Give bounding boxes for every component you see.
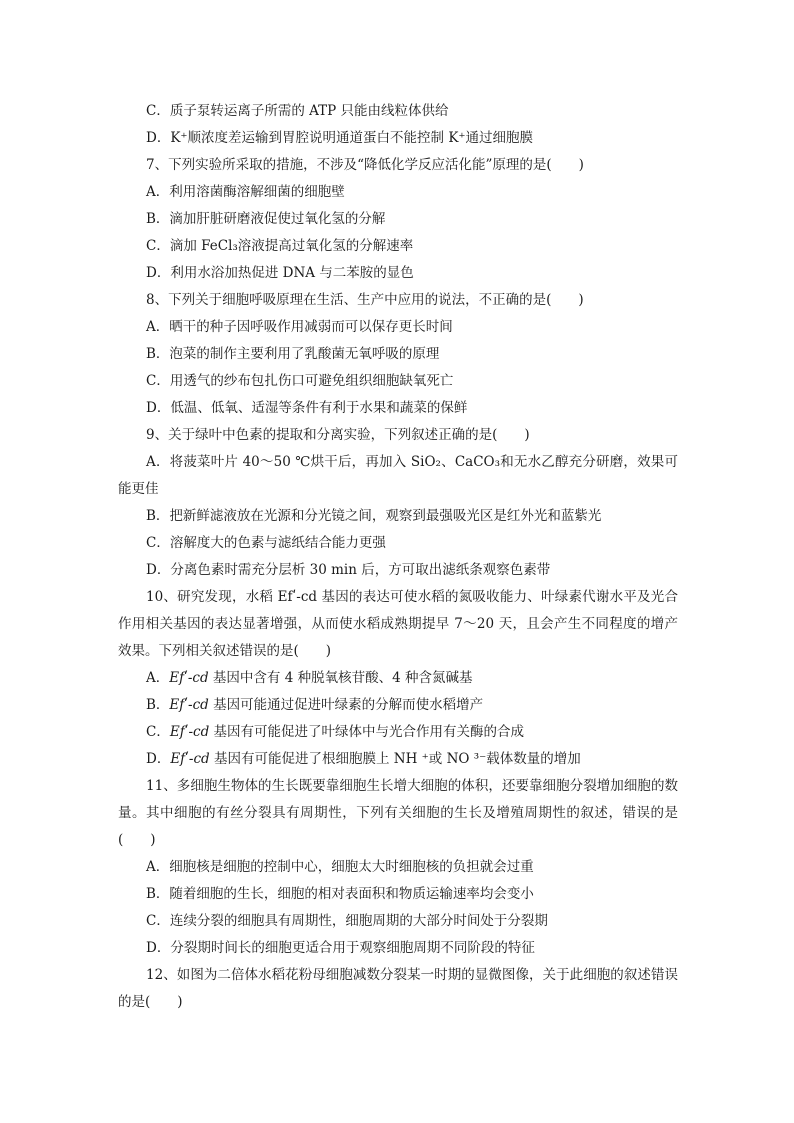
- gene-name: Efʹ-cd: [169, 697, 209, 713]
- option-text: 基因中含有 4 种脱氧核苷酸、4 种含氮碱基: [208, 670, 473, 686]
- option-c-prev: C．质子泵转运离子所需的 ATP 只能由线粒体供给: [146, 103, 449, 119]
- question-7-option-d: D．利用水浴加热促进 DNA 与二苯胺的显色: [146, 265, 414, 281]
- option-text: 基因有可能促进了叶绿体中与光合作用有关酶的合成: [209, 724, 525, 740]
- gene-name: Efʹ-cd: [169, 670, 209, 686]
- option-label: D．: [146, 751, 171, 767]
- question-9-option-d: D．分离色素时需充分层析 30 min 后，方可取出滤纸条观察色素带: [146, 562, 551, 578]
- question-11-stem: 11、多细胞生物体的生长既要靠细胞生长增大细胞的体积，还要靠细胞分裂增加细胞的数量。其中细胞的有丝分裂具有周期性，下列有关细胞的生长及增殖周期性的叙述，错误的是( ): [118, 778, 678, 848]
- question-9-option-c: C．溶解度大的色素与滤纸结合能力更强: [146, 535, 386, 551]
- option-label: A．: [146, 670, 170, 686]
- question-10-option-a: [118, 665, 678, 692]
- question-11-option-a: A．细胞核是细胞的控制中心，细胞太大时细胞核的负担就会过重: [146, 859, 534, 875]
- question-10-option-b: [118, 692, 678, 719]
- question-9-option-a: A．将菠菜叶片 40～50 ℃烘干后，再加入 SiO₂、CaCO₃和无水乙醇充分研磨，效果可能更佳: [118, 454, 678, 497]
- question-10-stem: 10、研究发现，水稻 Efʹ-cd 基因的表达可使水稻的氮吸收能力、叶绿素代谢水平及光合作用相关基因的表达显著增强，从而使水稻成熟期提早 7～20 天，且会产生不同程度的增产效果。下列相关叙述错误的是( ): [118, 589, 678, 659]
- question-8-option-a: A．晒干的种子因呼吸作用减弱而可以保存更长时间: [146, 319, 453, 335]
- option-text: 基因有可能促进了根细胞膜上 NH ⁺或 NO ³⁻载体数量的增加: [209, 751, 581, 767]
- gene-name: Efʹ-cd: [169, 724, 210, 740]
- question-7-option-c: C．滴加 FeCl₃溶液提高过氧化氢的分解速率: [146, 238, 414, 254]
- gene-name: Efʹ-cd: [170, 751, 210, 767]
- question-10-option-d: [118, 746, 678, 773]
- question-9-option-b: B．把新鲜滤液放在光源和分光镜之间，观察到最强吸光区是红外光和蓝紫光: [146, 508, 602, 524]
- question-8-option-c: C．用透气的纱布包扎伤口可避免组织细胞缺氧死亡: [146, 373, 454, 389]
- question-8-option-d: D．低温、低氧、适湿等条件有利于水果和蔬菜的保鲜: [146, 400, 468, 416]
- question-content: [118, 98, 678, 1016]
- option-label: B．: [146, 697, 170, 713]
- question-11-option-d: D．分裂期时间长的细胞更适合用于观察细胞周期不同阶段的特征: [146, 940, 535, 956]
- question-12-stem: 12、如图为二倍体水稻花粉母细胞减数分裂某一时期的显微图像，关于此细胞的叙述错误的是( ): [118, 967, 678, 1010]
- question-10-option-c: [118, 719, 678, 746]
- option-text: 基因可能通过促进叶绿素的分解而使水稻增产: [208, 697, 484, 713]
- question-11-option-c: C．连续分裂的细胞具有周期性，细胞周期的大部分时间处于分裂期: [146, 913, 548, 929]
- question-7-stem: 7、下列实验所采取的措施，不涉及“降低化学反应活化能”原理的是( ): [146, 157, 584, 173]
- question-7-option-b: B．滴加肝脏研磨液促使过氧化氢的分解: [146, 211, 386, 227]
- option-label: C．: [146, 724, 170, 740]
- option-d-prev: D．K⁺顺浓度差运输到胃腔说明通道蛋白不能控制 K⁺通过细胞膜: [146, 130, 534, 146]
- question-7-option-a: A．利用溶菌酶溶解细菌的细胞壁: [146, 184, 345, 200]
- question-8-stem: 8、下列关于细胞呼吸原理在生活、生产中应用的说法，不正确的是( ): [146, 292, 584, 308]
- question-11-option-b: B．随着细胞的生长，细胞的相对表面积和物质运输速率均会变小: [146, 886, 534, 902]
- question-8-option-b: B．泡菜的制作主要利用了乳酸菌无氧呼吸的原理: [146, 346, 440, 362]
- question-9-stem: 9、关于绿叶中色素的提取和分离实验，下列叙述正确的是( ): [146, 427, 530, 443]
